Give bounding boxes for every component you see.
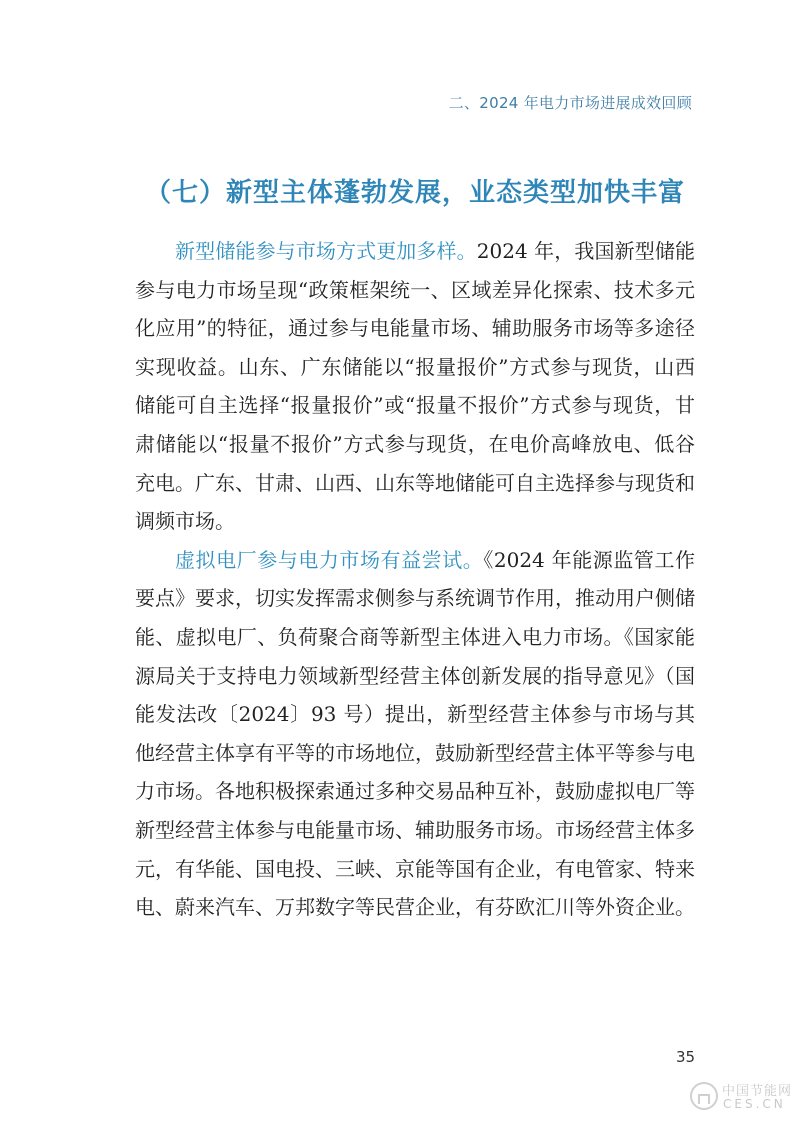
paragraph-text: 《2024 年能源监管工作要点》要求，切实发挥需求侧参与系统调节作用，推动用户侧储能、虚拟电厂、负荷聚合商等新型主体进入电力市场。《国家能源局关于支持电力领域新型经营主体创新发展的指导意见》（国能发法改〔2024〕93 号）提出，新型经营主体参与市场与其他经营主体享有平等的市场地位，鼓励新型经营主体平等参与电力市场。各地积极探索通过多种交易品种互补，鼓励虚拟电厂等新型经营主体参与电能量市场、辅助服务市场。市场经营主体多元，有华能、国电投、三峡、京能等国有企业，有电管家、特来电、蔚来汽车、万邦数字等民营企业，有芬欧汇川等外资企业。 [135,547,695,920]
paragraph-text: 2024 年，我国新型储能参与电力市场呈现“政策框架统一、区域差异化探索、技术多元化应用”的特征，通过参与电能量市场、辅助服务市场等多途径实现收益。山东、广东储能以“报量报价”方式参与现货，山西储能可自主选择“报量报价”或“报量不报价”方式参与现货，甘肃储能以“报量不报价”方式参与现货，在电价高峰放电、低谷充电。广东、甘肃、山西、山东等地储能可自主选择参与现货和调频市场。 [135,239,696,534]
paragraph-lead: 虚拟电厂参与电力市场有益尝试。 [175,547,484,572]
body-text [135,232,695,927]
section-title: （七）新型主体蓬勃发展，业态类型加快丰富 [144,178,685,208]
ces-logo-icon [690,1082,718,1110]
page-number: 35 [676,1048,696,1066]
watermark-cn: 中国节能网 [722,1084,793,1099]
paragraph-lead: 新型储能参与市场方式更加多样。 [175,239,477,263]
running-header: 二、2024 年电力市场进展成效回顾 [448,94,692,112]
watermark-en: CES.CN [723,1097,786,1111]
paragraph-energy-storage [135,232,695,541]
paragraph-virtual-power-plant [135,541,695,927]
watermark [690,1078,800,1118]
